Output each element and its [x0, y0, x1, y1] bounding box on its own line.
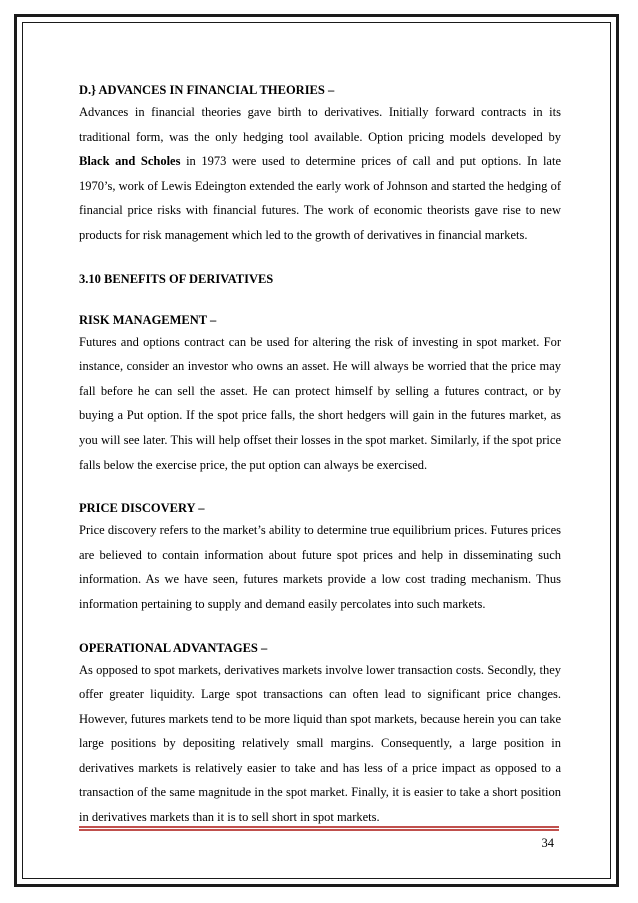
spacer: [79, 477, 561, 498]
footer-rule: [79, 826, 559, 828]
paragraph-advances: [79, 100, 561, 248]
section-heading-price-discovery: PRICE DISCOVERY –: [79, 501, 205, 516]
footer-rule: [79, 829, 559, 831]
section-heading-operational: OPERATIONAL ADVANTAGES –: [79, 640, 268, 655]
section-heading-benefits: 3.10 BENEFITS OF DERIVATIVES: [79, 271, 274, 286]
paragraph-risk-management: Futures and options contract can be used for altering the risk of investing in spot market. For instance, consider an investor who owns an asset. He will always be worried that the price may fall before he can sell the asset. He can protect himself by selling a futures contract, or by buying a Put option. If the spot price falls, the short hedgers will gain in the futures market, as you will see later. This will help offset their losses in the spot market. Similarly, if the spot price falls below the exercise price, the put option can always be exercised.: [79, 334, 561, 472]
paragraph-advances-part1: Advances in financial theories gave birth to derivatives. Initially forward contracts in its traditional form, was the only hedging tool available. Option pricing models developed by: [79, 105, 561, 144]
paragraph-price-discovery: Price discovery refers to the market’s ability to determine true equilibrium prices. Futures prices are believed to contain information about future spot prices and help in disseminating such information. As we have seen, futures markets provide a low cost trading mechanism. Thus information pertaining to supply and demand easily percolates into such markets.: [79, 523, 561, 611]
spacer: [79, 289, 561, 310]
section-heading-risk-management: RISK MANAGEMENT –: [79, 312, 217, 327]
spacer: [79, 248, 561, 269]
paragraph-operational: As opposed to spot markets, derivatives markets involve lower transaction costs. Secondly, they offer greater liquidity. Large spot transactions can often lead to significant price changes. However, futures markets tend to be more liquid than spot markets, because herein you can take large positions by depositing relatively small margins. Consequently, a large position in derivatives markets is relatively easier to take and has less of a price impact as opposed to a transaction of the same magnitude in the spot market. Finally, it is easier to take a short position in derivatives markets than it is to sell short in spot markets.: [79, 662, 561, 825]
document-body: [79, 80, 561, 830]
bold-black-scholes: Black and Scholes: [79, 154, 181, 169]
section-heading-advances: D.} ADVANCES IN FINANCIAL THEORIES –: [79, 83, 335, 97]
paragraph-advances-part2: in 1973 were used to determine prices of call and put options. In late 1970’s, work of Lewis Edeington extended the early work of Johnson and started the hedging of financial price risks with financial futures. The work of economic theorists gave rise to new products for risk management which led to the growth of derivatives in financial markets.: [79, 154, 561, 242]
spacer: [79, 617, 561, 638]
page-number: 34: [541, 836, 554, 850]
